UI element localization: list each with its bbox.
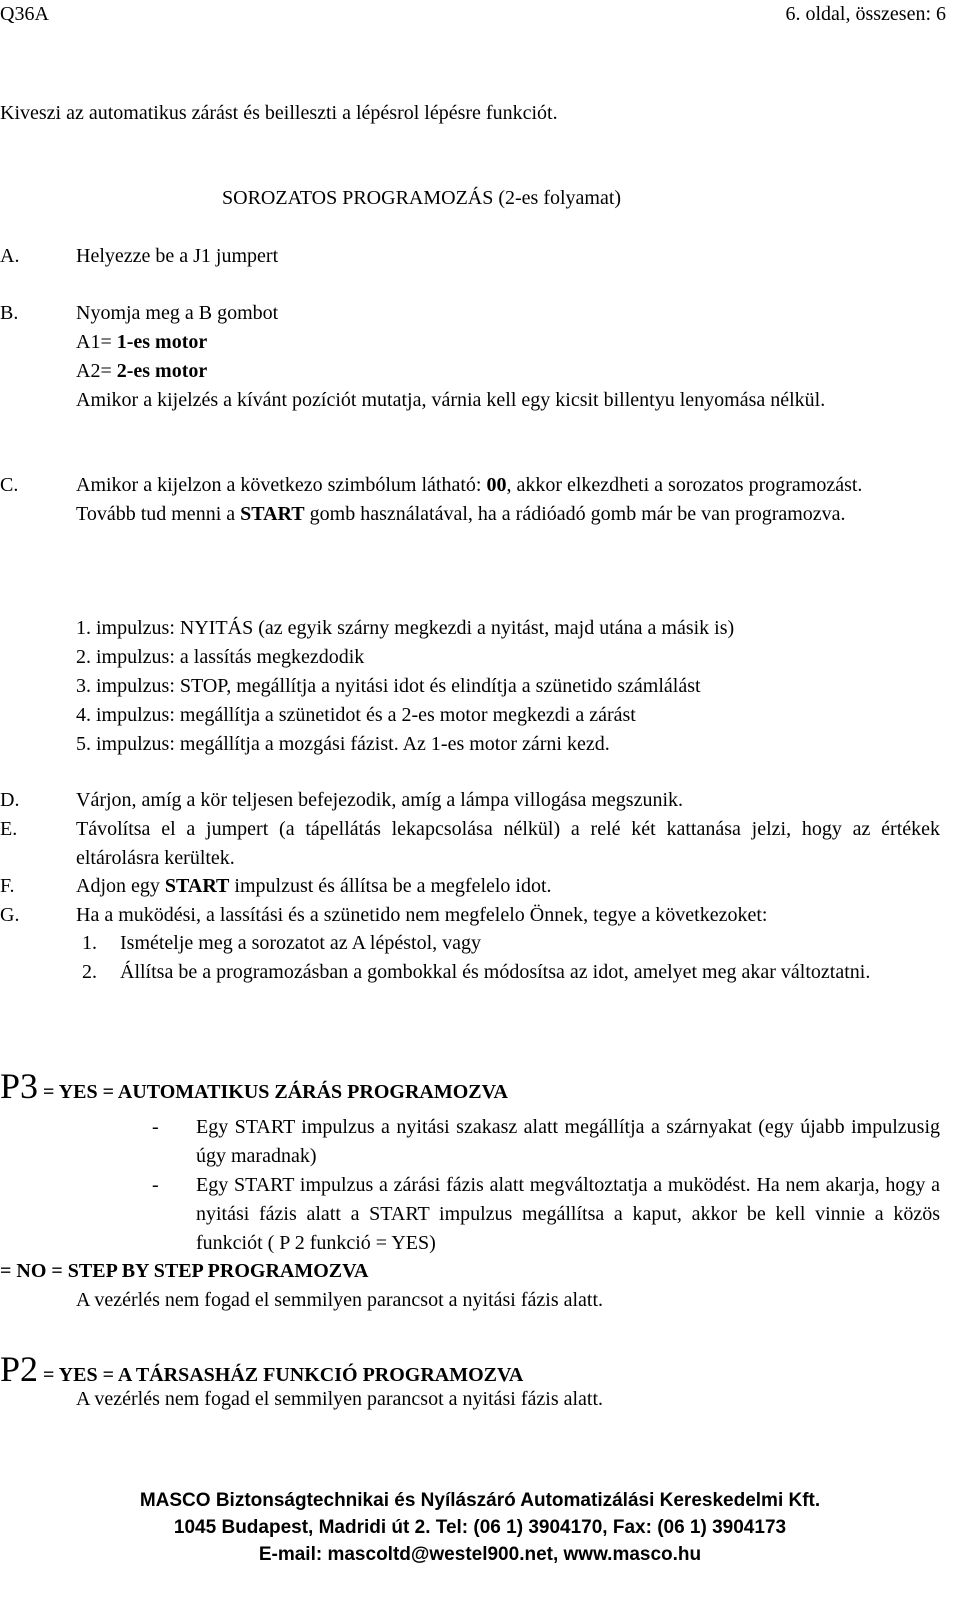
step-c-label: C. <box>0 474 19 496</box>
step-d-label: D. <box>0 789 20 811</box>
step-f-text <box>76 872 552 901</box>
step-b-body <box>76 299 940 415</box>
g-item-1-num: 1. <box>82 932 97 954</box>
footer-company: MASCO Biztonságtechnikai és Nyílászáró Automatizálási Kereskedelmi Kft. <box>139 1490 821 1511</box>
g-item-2-text: Állítsa be a programozásban a gombokkal és módosítsa az idot, amelyet meg akar változtatni. <box>120 961 871 983</box>
f-pre: Adjon egy <box>76 875 165 897</box>
c1-post: , akkor elkezdheti a sorozatos programozást. <box>506 474 863 496</box>
step-d-text: Várjon, amíg a kör teljesen befejezodik, amíg a lámpa villogása megszunik. <box>76 789 684 811</box>
p3-heading <box>0 1066 508 1107</box>
step-b-a2 <box>76 357 940 386</box>
step-b-note: Amikor a kijelzés a kívánt pozíciót mutatja, várnia kell egy kicsit billentyu lenyomása nélkül. <box>76 389 826 411</box>
step-c-body <box>76 471 940 529</box>
p3-code: P3 <box>0 1066 39 1106</box>
list-item: 4. impulzus: megállítja a szünetidot és a 2-es motor megkezdi a zárást <box>76 704 636 726</box>
a2-prefix: A2= <box>76 360 112 382</box>
section-title <box>222 184 621 213</box>
list-item: 3. impulzus: STOP, megállítja a nyitási idot és elindítja a szünetido számlálást <box>76 675 701 697</box>
step-a-text: Helyezze be a J1 jumpert <box>76 245 279 267</box>
c2-post: gomb használatával, ha a rádióadó gomb már be van programozva. <box>304 503 846 525</box>
step-f-label: F. <box>0 875 15 897</box>
c2-pre: Tovább tud menni a <box>76 503 241 525</box>
impulse-list <box>76 614 734 759</box>
step-b-a1 <box>76 328 940 357</box>
list-item: 5. impulzus: megállítja a mozgási fázist. Az 1-es motor zárni kezd. <box>76 733 610 755</box>
a1-motor: 1-es motor <box>111 331 208 353</box>
p3-bullet-1-mark: - <box>152 1116 159 1138</box>
step-c-para-2 <box>76 500 940 529</box>
section-title-suffix: (2-es folyamat) <box>493 187 622 209</box>
a1-prefix: A1= <box>76 331 112 353</box>
p3-bullet-1: Egy START impulzus a nyitási szakasz alatt megállítja a szárnyakat (egy újabb impulzusig úgy maradnak) <box>196 1116 940 1167</box>
p2-code: P2 <box>0 1349 39 1389</box>
step-g-label: G. <box>0 904 20 926</box>
p3-bullet-2-mark: - <box>152 1174 159 1196</box>
p3-title: = YES = AUTOMATIKUS ZÁRÁS PROGRAMOZVA <box>38 1081 508 1103</box>
a2-motor: 2-es motor <box>111 360 208 382</box>
step-g-text: Ha a muködési, a lassítási és a szünetido nem megfelelo Önnek, tegye a következoket: <box>76 904 768 926</box>
g-item-2-num: 2. <box>82 961 97 983</box>
p3-no-text: A vezérlés nem fogad el semmilyen parancsot a nyitási fázis alatt. <box>76 1289 604 1311</box>
c1-symbol: 00 <box>486 474 507 496</box>
p2-text: A vezérlés nem fogad el semmilyen parancsot a nyitási fázis alatt. <box>76 1388 604 1410</box>
step-e-label: E. <box>0 818 18 840</box>
step-b-label: B. <box>0 302 19 324</box>
p3-bullet-2: Egy START impulzus a zárási fázis alatt megváltoztatja a muködést. Ha nem akarja, hogy a nyitási fázis alatt a START impulzus megállítsa a kaput, akkor be kell vinnie a közös funkciót ( P 2 funkció = YES) <box>196 1174 940 1254</box>
p2-title: = YES = A TÁRSASHÁZ FUNKCIÓ PROGRAMOZVA <box>38 1364 524 1386</box>
c2-start: START <box>240 503 305 525</box>
list-item: 2. impulzus: a lassítás megkezdodik <box>76 646 365 668</box>
document-code: Q36A <box>0 3 49 25</box>
section-title-main: SOROZATOS PROGRAMOZÁS <box>222 187 494 209</box>
footer <box>0 1487 960 1568</box>
g-item-1-text: Ismételje meg a sorozatot az A lépéstol, vagy <box>120 932 481 954</box>
step-b-text: Nyomja meg a B gombot <box>76 302 279 324</box>
f-post: impulzust és állítsa be a megfelelo idot. <box>229 875 552 897</box>
p2-heading <box>0 1349 523 1390</box>
f-start: START <box>164 875 230 897</box>
list-item: 1. impulzus: NYITÁS (az egyik szárny megkezdi a nyitást, majd utána a másik is) <box>76 617 735 639</box>
footer-contact: E-mail: mascoltd@westel900.net, www.masco.hu <box>258 1544 702 1565</box>
c1-pre: Amikor a kijelzon a következo szimbólum látható: <box>76 474 487 496</box>
p3-no-title: = NO = STEP BY STEP PROGRAMOZVA <box>0 1260 369 1282</box>
footer-address: 1045 Budapest, Madridi út 2. Tel: (06 1) 3904170, Fax: (06 1) 3904173 <box>173 1517 787 1538</box>
page-number: 6. oldal, összesen: 6 <box>785 3 946 25</box>
intro-text: Kiveszi az automatikus zárást és beilleszti a lépésrol lépésre funkciót. <box>0 102 558 124</box>
step-c-para-1 <box>76 471 940 500</box>
step-e-text: Távolítsa el a jumpert (a tápellátás lekapcsolása nélkül) a relé két kattanása jelzi, hogy az értékek eltárolásra kerültek. <box>76 818 940 869</box>
step-a-label: A. <box>0 245 20 267</box>
